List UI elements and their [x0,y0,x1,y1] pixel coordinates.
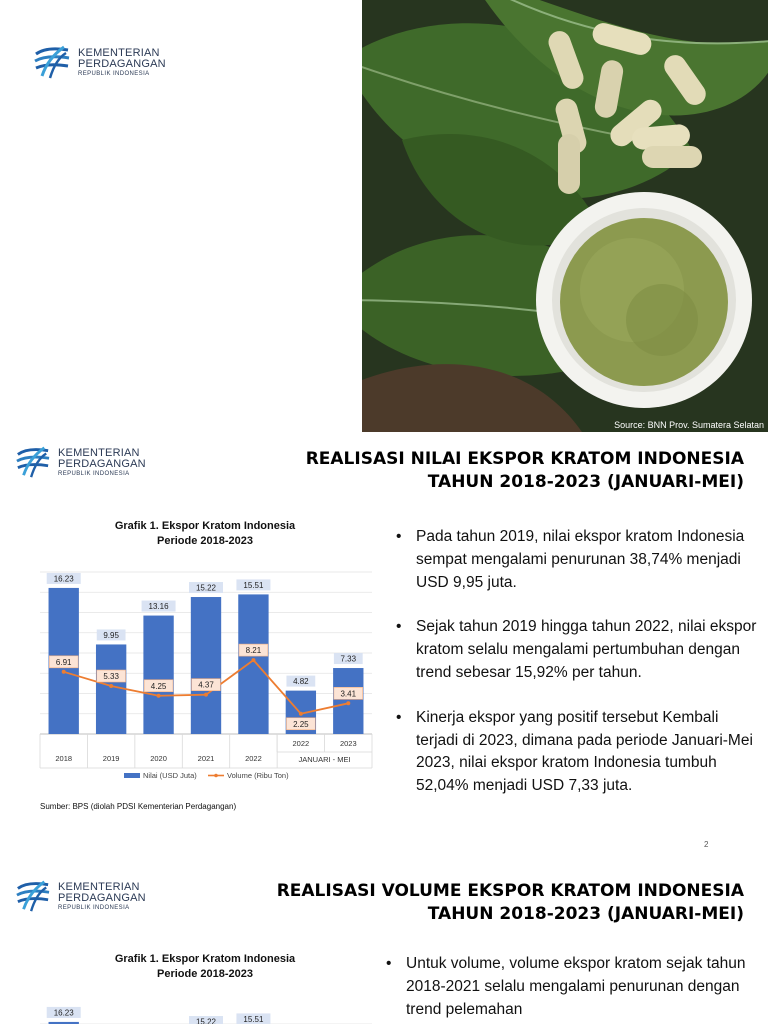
bar-value-label: 15.22 [195,1017,217,1024]
slide-cover [0,0,768,432]
line-point [204,693,208,697]
bar-value-label: 15.51 [243,1014,264,1024]
kemendag-logo [14,879,146,913]
kemendag-logo [14,445,146,479]
line-point [109,684,113,688]
bullet-item: • Untuk volume, volume ekspor kratom sejak tahun 2018-2021 selalu mengalami penurunan dengan trend pelemahan [382,953,762,1021]
logo-line1: KEMENTERIAN [78,46,160,59]
line-value-label: 3.41 [340,689,357,699]
line-point [251,658,255,662]
x-tick-label: 2023 [339,739,357,748]
logo-line3: REPUBLIK INDONESIA [58,904,130,911]
x-tick-label: 2019 [102,754,120,763]
line-point [62,670,66,674]
bullet-item: • Kinerja ekspor yang positif tersebut Kembali terjadi di 2023, dimana pada periode Januari-Mei 2023, nilai ekspor kratom Indonesia tumbuh 52,04% menjadi USD 7,33 juta. [392,707,764,798]
line-point [346,701,350,705]
powder-bowl [536,192,752,408]
bar-nilai [96,644,126,734]
logo-line2: PERDAGANGAN [58,457,146,470]
ekspor-kratom-chart-partial [36,1002,376,1024]
chart-title-line2: Periode 2018-2023 [156,968,253,980]
x-tick-label: 2022 [292,739,310,748]
line-value-label: 6.91 [55,657,72,667]
chart-title-line2: Periode 2018-2023 [156,535,253,547]
logo-line3: REPUBLIK INDONESIA [58,470,130,477]
bar-value-label: 16.23 [53,574,74,584]
legend-swatch-nilai [124,773,140,778]
bar-value-label: 13.16 [148,602,169,612]
logo-line3: REPUBLIK INDONESIA [78,70,150,77]
slide-title [277,880,744,926]
slide-volume-ekspor [0,864,768,1024]
kemendag-emblem-icon [14,445,52,479]
logo-line1: KEMENTERIAN [58,446,140,459]
bar-value-label: 15.51 [243,580,264,590]
legend-label-nilai: Nilai (USD Juta) [143,771,197,780]
kemendag-logo [32,44,166,80]
line-point [299,712,303,716]
line-point [157,694,161,698]
slide-title-line2: TAHUN 2018-2023 (JANUARI-MEI) [427,472,744,492]
line-value-label: 4.37 [198,680,214,690]
bullet-item: • Pada tahun 2019, nilai ekspor kratom Indonesia sempat mengalami penurunan 38,74% menjadi USD 9,95 juta. [392,526,764,594]
bar-value-label: 4.82 [293,677,309,687]
insight-bullets [382,953,762,1024]
slide-title [306,448,744,494]
bar-value-label: 15.22 [195,583,217,593]
kratom-photo [362,0,768,432]
logo-line2: PERDAGANGAN [78,57,166,70]
logo-line2: PERDAGANGAN [58,891,146,904]
x-tick-label: 2020 [150,754,167,763]
logo-line1: KEMENTERIAN [58,880,140,893]
kemendag-emblem-icon [14,879,52,913]
line-value-label: 4.25 [150,681,167,691]
slide-title-line2: TAHUN 2018-2023 (JANUARI-MEI) [427,904,744,924]
x-group-label: JANUARI - MEI [298,755,351,764]
line-value-label: 2.25 [293,719,309,729]
chart-source: Sumber: BPS (diolah PDSI Kementerian Perdagangan) [40,802,237,811]
x-tick-label: 2022 [245,754,262,763]
chart-title [40,519,370,549]
bar-nilai [143,616,173,734]
kratom-leaves-capsules-image [362,0,768,432]
bar-value-label: 9.95 [103,630,119,640]
slide-title-line1: REALISASI VOLUME EKSPOR KRATOM INDONESIA [276,881,744,901]
bar-nilai [238,594,268,734]
legend-label-volume: Volume (Ribu Ton) [227,771,289,780]
chart-title-line1: Grafik 1. Ekspor Kratom Indonesia [114,520,296,532]
page-number: 2 [704,840,709,849]
x-tick-label: 2021 [197,754,215,763]
slide-nilai-ekspor [0,432,768,856]
insight-bullets [392,526,764,820]
legend-marker-volume [214,774,218,778]
bullet-item: • Sejak tahun 2019 hingga tahun 2022, nilai ekspor kratom selalu mengalami pertumbuhan dengan trend sebesar 15,92% per tahun. [392,616,764,684]
line-value-label: 8.21 [245,646,262,656]
bar-value-label: 16.23 [53,1008,74,1018]
bar-value-label: 7.33 [340,654,357,664]
kemendag-emblem-icon [32,44,72,80]
line-value-label: 5.33 [103,672,119,682]
bar-nilai [191,597,221,734]
photo-caption: Source: BNN Prov. Sumatera Selatan [614,420,764,430]
bar-nilai [333,668,363,734]
ekspor-kratom-chart [36,566,376,791]
x-tick-label: 2018 [55,754,73,763]
slide-title-line1: REALISASI NILAI EKSPOR KRATOM INDONESIA [305,449,744,469]
chart-title-line1: Grafik 1. Ekspor Kratom Indonesia [114,953,296,965]
chart-title [40,952,370,982]
